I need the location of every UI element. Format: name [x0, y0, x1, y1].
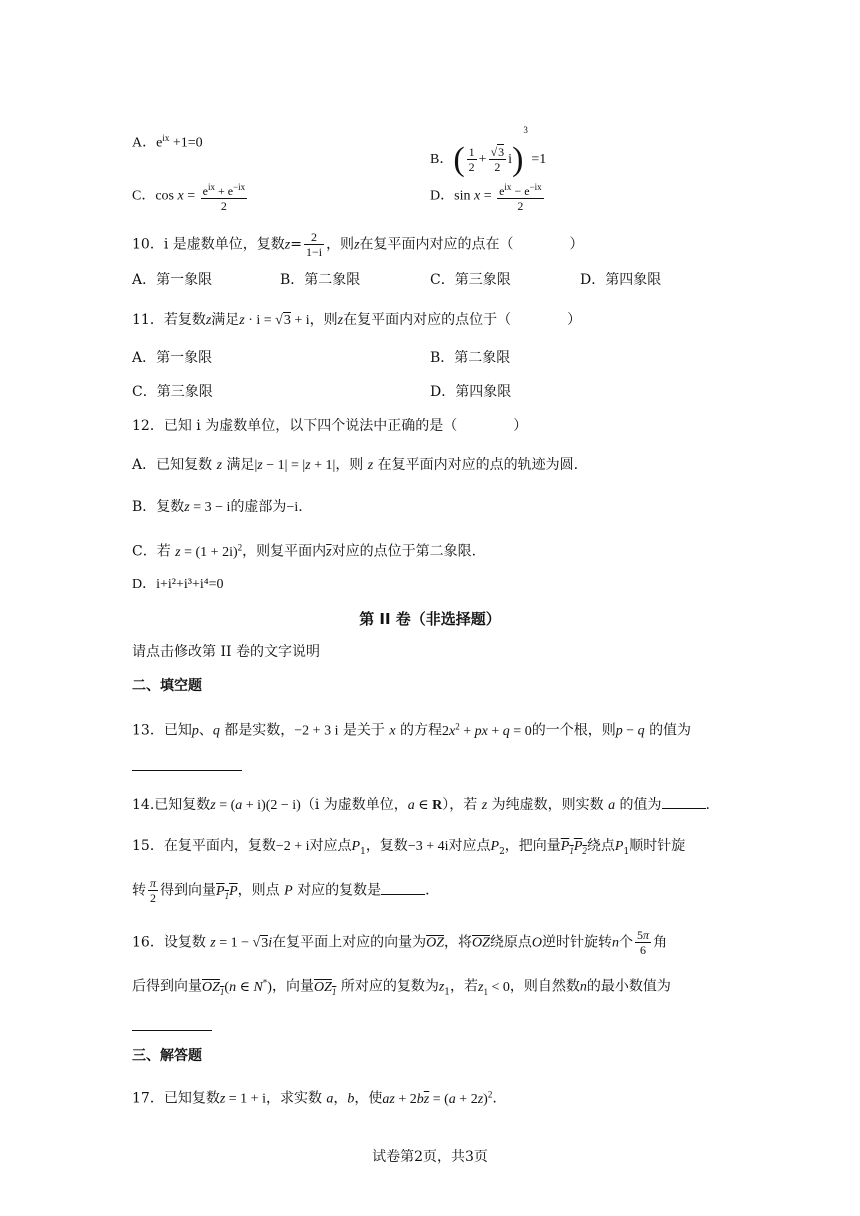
text: 复数: [156, 499, 185, 515]
text: 的方程: [400, 722, 443, 739]
option-label: A．: [132, 135, 157, 151]
q12-stem: [132, 416, 527, 436]
text: 已知复数: [163, 1090, 220, 1107]
q15-stem-line2: 转 $\frac{\pi}{2}$ 得到向量$P_1P$，则点 P 对应的复数是 .: [132, 876, 430, 905]
text: 在复平面内，复数: [163, 838, 276, 854]
text: i+i²+i³+i⁴=0: [156, 577, 224, 592]
text: 得到向量: [160, 882, 217, 899]
text: ，向量: [271, 978, 314, 995]
text: 都是实数，: [224, 722, 295, 739]
option-label: B．: [132, 499, 157, 515]
q12-option-d: [132, 575, 224, 595]
text: ）: [513, 418, 528, 434]
text: 逆时针旋转: [542, 934, 613, 951]
q17-stem: 17．已知复数z = 1 + i，求实数 a，b，使az + $2b\overline{z} = (a + 2z)^2$.: [132, 1089, 497, 1107]
q11-stem: 11．若复数z满足z · i = √3 + i，则z在复平面内对应的点位于（ ）: [132, 312, 582, 328]
text: .: [298, 499, 303, 515]
text: ，则: [309, 312, 338, 328]
text: 设复数: [163, 934, 206, 951]
text: ，求实数: [265, 1090, 322, 1107]
part2-title: 第 II 卷（非选择题）: [359, 610, 501, 628]
text: （i 为虚数单位，: [300, 797, 408, 813]
text: 已知 i 为虚数单位，以下四个说法中正确的是（: [163, 418, 458, 434]
text: ，则点: [237, 882, 280, 899]
q12-option-c: C．若 $z = (1 + 2i)^2$，则复平面内$\overline{z}$对应的点位于第二象限.: [132, 542, 477, 560]
text: 满足: [211, 312, 240, 328]
q9-option-a: A．$e^{ix} +1=0$: [132, 133, 203, 151]
q10-option-d: D．第四象限: [580, 272, 662, 288]
text: ，则: [326, 236, 355, 253]
text: ，将: [444, 934, 473, 951]
q13-stem: 13．已知p、q 都是实数，−2 + 3 i 是关于 x 的方程$2x^2$ + px + q = 0的一个根，则p − q 的值为: [132, 721, 692, 739]
question-number: 17．: [132, 1090, 164, 1107]
q16-answer-blank[interactable]: [132, 1016, 212, 1037]
text: 个: [619, 934, 634, 951]
text: 转: [132, 882, 146, 899]
q15-answer-blank[interactable]: [381, 880, 425, 895]
text: 的虚部为: [230, 499, 287, 515]
q12-option-a: A．已知复数 z 满足|z − 1| = |z + 1|，则 z 在复平面内对应的点的轨迹为圆.: [132, 457, 579, 473]
q10-stem: 10．i 是虚数单位，复数z= $\frac{2}{1-i}$ ，则z在复平面内对应的点在（ ）: [132, 230, 584, 259]
text: 的最小数值为: [586, 978, 671, 995]
q14-stem: 14.已知复数z = (a + i)(2 − i)（i 为虚数单位，a ∈ R），若 z 为纯虚数，则实数 a 的值为 .: [132, 794, 710, 816]
q9-option-c: C．cos x = $\frac{e^{ix} + e^{-ix}}{2}$: [132, 182, 246, 213]
text: 的一个根，则: [531, 722, 616, 739]
text: 绕点: [586, 838, 615, 854]
text: ，把向量: [504, 838, 561, 854]
q11-option-c: C．第三象限: [132, 384, 213, 400]
text: ，则自然数: [509, 978, 580, 995]
text: 已知复数: [154, 797, 211, 813]
q11-option-b: B．第二象限: [430, 350, 511, 366]
q11-option-d: D．第四象限: [430, 384, 512, 400]
text: .: [705, 797, 710, 813]
q16-stem-line2: 后得到向量$OZ_1(n$ ∈ N*)，向量$OZ_1$ 所对应的复数为$z_1$，若$z_1 < 0$，则自然数n的最小数值为: [132, 977, 671, 998]
text: 在复平面内对应的点的轨迹为圆.: [377, 457, 579, 473]
question-number: 16．: [132, 934, 164, 951]
q9-option-d: D．sin x = $\frac{e^{ix} - e^{-ix}}{2}$: [430, 182, 542, 213]
question-number: 12．: [132, 418, 164, 434]
q10-option-b: B．第二象限: [280, 272, 361, 288]
text: 对应的点位于第二象限.: [331, 543, 477, 560]
text: ，则: [335, 457, 364, 473]
text: 角: [653, 934, 668, 951]
question-number: 10．: [132, 236, 164, 253]
part2-note[interactable]: 请点击修改第 II 卷的文字说明: [132, 644, 320, 660]
question-number: 14.: [132, 797, 155, 813]
text: 已知复数: [156, 457, 213, 473]
text: 为纯虚数，则实数: [491, 797, 604, 813]
question-number: 13．: [132, 722, 164, 739]
text: 的值为: [649, 722, 692, 739]
text: 在复平面上对应的向量为: [272, 934, 427, 951]
text: 在复平面内对应的点在（: [359, 236, 514, 253]
text: ，复数: [365, 838, 408, 854]
option-label: D．: [430, 188, 455, 204]
question-number: 15．: [132, 838, 164, 854]
option-label: A．: [132, 457, 157, 473]
option-label: D．: [132, 577, 157, 592]
option-label: B．: [430, 152, 454, 167]
q10-option-a: A．第一象限: [132, 272, 213, 288]
q9-option-b: B．( $\frac{1}{2}$ + $\frac{√3}{2}$ i)$^3$ =1: [430, 125, 547, 178]
text: 是关于: [342, 722, 385, 739]
text: 后得到向量: [132, 978, 202, 995]
option-label: C．: [132, 543, 157, 560]
text: 若: [156, 543, 171, 560]
text: 顺时针旋: [629, 838, 686, 854]
q15-stem-line1: 15．在复平面内，复数−2 + i对应点$P_1$，复数−3 + 4i对应点$P_2$，把向量$P_1P_2$绕点$P_1$顺时针旋: [132, 838, 686, 857]
q11-option-a: A．第一象限: [132, 350, 213, 366]
q16-stem-line1: 16．设复数 z = 1 − √3i在复平面上对应的向量为$\overline{OZ}$，将$\overline{OZ}$绕原点O逆时针旋转n个 $\frac{5\pi}{6}$ 角: [132, 928, 668, 957]
text: 已知: [163, 722, 192, 739]
q13-answer-blank[interactable]: [132, 756, 242, 777]
option-label: C．: [132, 188, 156, 204]
text: 的值为: [619, 797, 662, 813]
text: 绕原点: [489, 934, 532, 951]
text: ）: [569, 236, 584, 253]
text: .: [492, 1090, 497, 1107]
text: 所对应的复数为: [340, 978, 439, 995]
page-footer: 试卷第2页，共3页: [372, 1149, 488, 1165]
text: 对应的复数是: [297, 882, 382, 899]
text: ），若: [442, 797, 478, 813]
q12-option-b: B．复数z = 3 − i的虚部为−i.: [132, 499, 303, 515]
text: 在复平面内对应的点位于（: [343, 312, 512, 328]
text: .: [425, 882, 430, 899]
text: ，若: [450, 978, 479, 995]
q10-option-c: C．第三象限: [430, 272, 511, 288]
text: 对应点: [309, 838, 352, 854]
question-number: 11．: [132, 312, 164, 328]
text: 若复数: [163, 312, 206, 328]
answer-heading: 三、解答题: [132, 1048, 202, 1064]
text: 对应点: [448, 838, 491, 854]
q14-answer-blank[interactable]: [662, 794, 706, 809]
text: ，则复平面内: [242, 543, 327, 560]
fill-in-heading: 二、填空题: [132, 678, 202, 694]
text: i 是虚数单位，复数: [163, 236, 285, 253]
text: 满足: [226, 457, 255, 473]
text: ）: [567, 312, 582, 328]
text: ，使: [354, 1090, 383, 1107]
